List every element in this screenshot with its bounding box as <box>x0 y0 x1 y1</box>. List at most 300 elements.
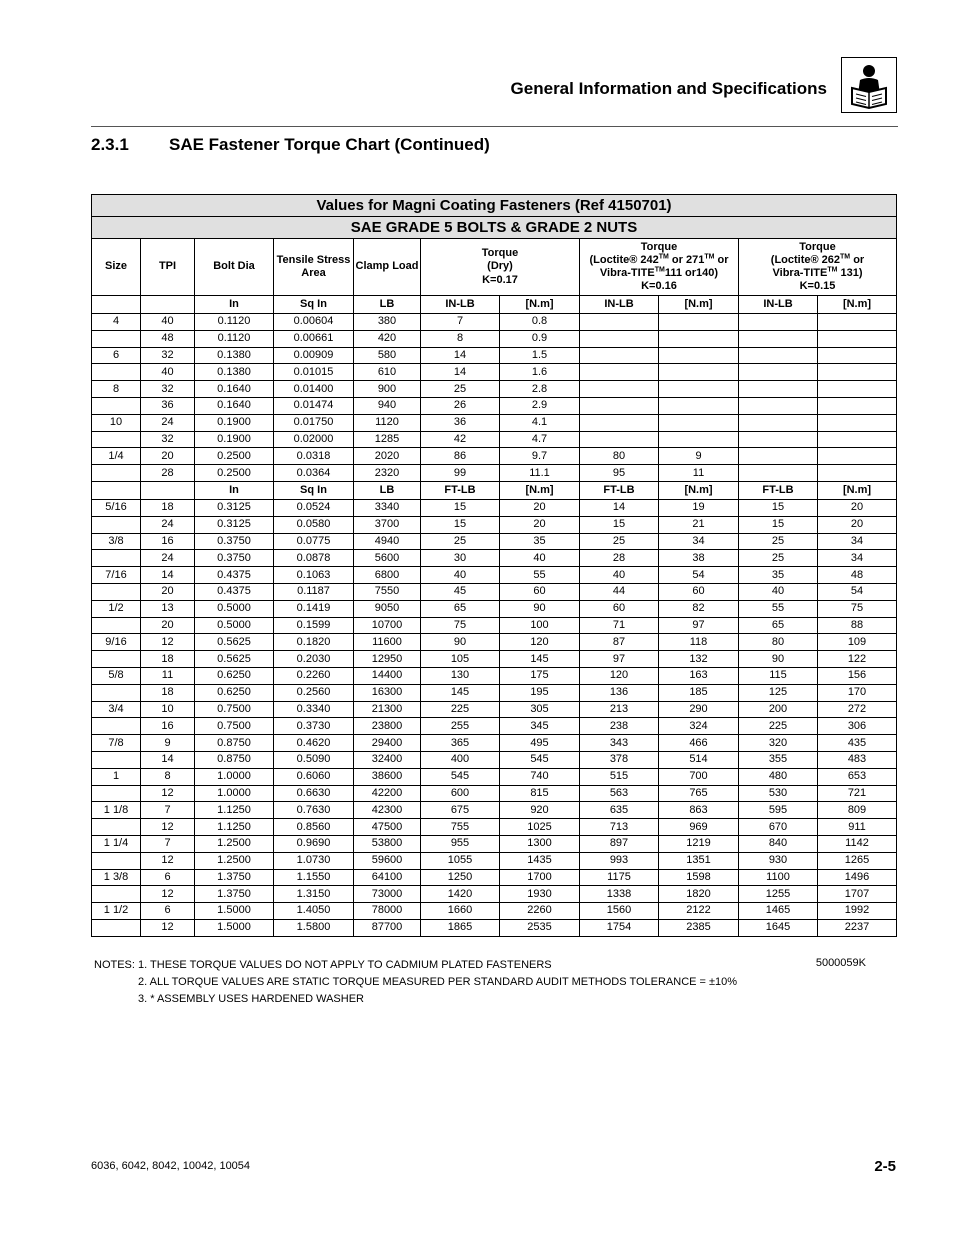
table-cell: 969 <box>659 819 739 836</box>
table-cell: 0.0318 <box>274 448 354 465</box>
table-cell: 90 <box>421 634 500 651</box>
unit-row <box>92 296 897 314</box>
table-cell <box>580 314 659 331</box>
table-cell: 320 <box>739 735 818 752</box>
table-cell <box>739 414 818 431</box>
table-cell: 32 <box>141 431 195 448</box>
table-row <box>92 330 897 347</box>
table-cell <box>659 364 739 381</box>
table-cell <box>659 431 739 448</box>
table-cell: 0.0580 <box>274 516 354 533</box>
table-cell: 0.9690 <box>274 835 354 852</box>
table-cell: 0.8750 <box>195 735 274 752</box>
table-cell: 42300 <box>354 802 421 819</box>
table-cell: 0.2030 <box>274 651 354 668</box>
table-cell: 0.00661 <box>274 330 354 347</box>
table-cell: 1420 <box>421 886 500 903</box>
table-row <box>92 381 897 398</box>
table-cell: 0.3750 <box>195 550 274 567</box>
table-row <box>92 314 897 331</box>
table-cell: 9/16 <box>92 634 141 651</box>
table-cell: 156 <box>818 667 897 684</box>
table-cell: 87 <box>580 634 659 651</box>
table-cell <box>92 397 141 414</box>
table-cell: 35 <box>739 567 818 584</box>
table-cell <box>92 684 141 701</box>
table-cell: 53800 <box>354 835 421 852</box>
table-cell: 514 <box>659 751 739 768</box>
table-cell: 21300 <box>354 701 421 718</box>
table-cell <box>818 364 897 381</box>
table-cell: 1465 <box>739 903 818 920</box>
table-cell: 32 <box>141 347 195 364</box>
table-cell: 595 <box>739 802 818 819</box>
table-cell <box>818 381 897 398</box>
table-cell: 1 3/8 <box>92 869 141 886</box>
unit-cell: [N.m] <box>659 481 739 499</box>
table-cell: 73000 <box>354 886 421 903</box>
table-cell: 18 <box>141 499 195 516</box>
table-cell: 815 <box>500 785 580 802</box>
table-cell: 0.5625 <box>195 634 274 651</box>
table-cell: 1.0000 <box>195 785 274 802</box>
unit-cell: [N.m] <box>659 296 739 314</box>
table-cell: 0.0524 <box>274 499 354 516</box>
table-cell: 40 <box>580 567 659 584</box>
table-row <box>92 667 897 684</box>
table-row <box>92 718 897 735</box>
table-cell: 1/4 <box>92 448 141 465</box>
table-cell: 1351 <box>659 852 739 869</box>
table-cell: 635 <box>580 802 659 819</box>
table-cell: 16 <box>141 533 195 550</box>
book-reader-icon <box>841 57 897 113</box>
table-cell: 0.0878 <box>274 550 354 567</box>
table-cell: 1707 <box>818 886 897 903</box>
table-cell: 365 <box>421 735 500 752</box>
table-cell: 130 <box>421 667 500 684</box>
table-cell: 0.2260 <box>274 667 354 684</box>
table-cell: 54 <box>818 583 897 600</box>
table-cell: 0.7500 <box>195 701 274 718</box>
table-cell <box>92 919 141 936</box>
table-cell: 1.5 <box>500 347 580 364</box>
table-cell: 120 <box>500 634 580 651</box>
table-cell: 0.1120 <box>195 314 274 331</box>
table-row <box>92 533 897 550</box>
table-cell: 1865 <box>421 919 500 936</box>
table-cell: 34 <box>818 533 897 550</box>
col-header-torque-loctite-262: Torque (Loctite® 262™ or Vibra-TITE™ 131) K=0.15 <box>739 239 897 296</box>
table-cell: 90 <box>500 600 580 617</box>
table-cell: 10700 <box>354 617 421 634</box>
table-cell <box>92 785 141 802</box>
table-cell: 1.1250 <box>195 802 274 819</box>
table-cell <box>92 516 141 533</box>
table-cell: 0.3125 <box>195 499 274 516</box>
table-cell: 1.6 <box>500 364 580 381</box>
table-cell: 3/4 <box>92 701 141 718</box>
table-cell: 71 <box>580 617 659 634</box>
table-cell: 6 <box>92 347 141 364</box>
table-cell <box>92 617 141 634</box>
table-cell: 40 <box>141 314 195 331</box>
table-cell: 14 <box>580 499 659 516</box>
table-cell: 0.01015 <box>274 364 354 381</box>
table-row <box>92 684 897 701</box>
unit-cell: FT-LB <box>739 481 818 499</box>
table-cell: 60 <box>500 583 580 600</box>
table-cell: 11 <box>659 465 739 482</box>
table-cell: 0.1640 <box>195 381 274 398</box>
table-cell: 42 <box>421 431 500 448</box>
table-cell: 7550 <box>354 583 421 600</box>
table-cell: 48 <box>818 567 897 584</box>
table-cell: 355 <box>739 751 818 768</box>
table-cell: 0.3730 <box>274 718 354 735</box>
table-cell: 64100 <box>354 869 421 886</box>
unit-cell: LB <box>354 481 421 499</box>
table-cell: 14400 <box>354 667 421 684</box>
table-row <box>92 852 897 869</box>
table-cell: 60 <box>659 583 739 600</box>
table-cell: 23800 <box>354 718 421 735</box>
table-row <box>92 785 897 802</box>
table-cell: 610 <box>354 364 421 381</box>
table-cell: 14 <box>421 347 500 364</box>
table-cell <box>659 347 739 364</box>
table-cell: 32 <box>141 381 195 398</box>
table-cell <box>92 852 141 869</box>
table-cell: 125 <box>739 684 818 701</box>
table-cell: 1598 <box>659 869 739 886</box>
table-cell: 44 <box>580 583 659 600</box>
table-cell: 115 <box>739 667 818 684</box>
note-1: NOTES: 1. THESE TORQUE VALUES DO NOT APPLY TO CADMIUM PLATED FASTENERS <box>94 959 552 971</box>
table-cell: 75 <box>421 617 500 634</box>
table-cell: 20 <box>141 617 195 634</box>
torque-chart-table <box>91 194 897 937</box>
table-cell: 18 <box>141 651 195 668</box>
table-cell: 0.3125 <box>195 516 274 533</box>
table-cell: 3340 <box>354 499 421 516</box>
table-row <box>92 751 897 768</box>
table-cell: 15 <box>580 516 659 533</box>
table-cell: 225 <box>739 718 818 735</box>
table-cell: 25 <box>421 533 500 550</box>
table-cell: 132 <box>659 651 739 668</box>
table-cell: 145 <box>421 684 500 701</box>
table-cell <box>739 347 818 364</box>
table-cell <box>818 314 897 331</box>
unit-cell: [N.m] <box>500 296 580 314</box>
table-cell: 1250 <box>421 869 500 886</box>
table-cell: 2.8 <box>500 381 580 398</box>
table-cell: 65 <box>739 617 818 634</box>
table-cell: 4.1 <box>500 414 580 431</box>
table-cell: 47500 <box>354 819 421 836</box>
table-cell: 1 <box>92 768 141 785</box>
table-cell: 14 <box>421 364 500 381</box>
table-row <box>92 768 897 785</box>
table-cell <box>818 397 897 414</box>
table-cell: 765 <box>659 785 739 802</box>
table-cell: 6 <box>141 903 195 920</box>
table-cell: 8 <box>421 330 500 347</box>
table-cell: 1055 <box>421 852 500 869</box>
table-cell: 378 <box>580 751 659 768</box>
table-cell: 0.4375 <box>195 583 274 600</box>
table-cell: 82 <box>659 600 739 617</box>
table-cell <box>92 431 141 448</box>
table-title: Values for Magni Coating Fasteners (Ref 4150701) <box>92 195 897 217</box>
table-cell: 305 <box>500 701 580 718</box>
unit-cell: [N.m] <box>818 481 897 499</box>
table-cell: 1100 <box>739 869 818 886</box>
table-cell: 12 <box>141 634 195 651</box>
table-cell: 0.01474 <box>274 397 354 414</box>
table-cell <box>580 397 659 414</box>
table-cell: 25 <box>580 533 659 550</box>
table-cell <box>659 330 739 347</box>
table-cell: 136 <box>580 684 659 701</box>
table-cell: 34 <box>659 533 739 550</box>
table-cell <box>92 651 141 668</box>
table-cell: 0.6630 <box>274 785 354 802</box>
table-row <box>92 617 897 634</box>
table-cell: 1992 <box>818 903 897 920</box>
table-cell: 0.7500 <box>195 718 274 735</box>
table-cell: 840 <box>739 835 818 852</box>
table-cell: 40 <box>739 583 818 600</box>
table-cell: 0.9 <box>500 330 580 347</box>
table-cell: 2020 <box>354 448 421 465</box>
table-cell: 1.3750 <box>195 869 274 886</box>
unit-cell <box>92 481 141 499</box>
table-cell: 1.2500 <box>195 852 274 869</box>
table-cell: 675 <box>421 802 500 819</box>
table-cell: 911 <box>818 819 897 836</box>
table-cell: 0.2560 <box>274 684 354 701</box>
table-row <box>92 886 897 903</box>
table-cell: 28 <box>580 550 659 567</box>
table-cell: 54 <box>659 567 739 584</box>
table-cell: 545 <box>500 751 580 768</box>
table-row <box>92 600 897 617</box>
table-cell: 20 <box>141 448 195 465</box>
unit-cell: IN-LB <box>739 296 818 314</box>
table-cell: 0.2500 <box>195 465 274 482</box>
table-cell: 1.4050 <box>274 903 354 920</box>
table-cell: 100 <box>500 617 580 634</box>
table-cell: 545 <box>421 768 500 785</box>
table-row <box>92 651 897 668</box>
table-cell: 345 <box>500 718 580 735</box>
table-cell: 0.1599 <box>274 617 354 634</box>
table-cell: 343 <box>580 735 659 752</box>
table-cell: 900 <box>354 381 421 398</box>
table-cell: 7 <box>141 802 195 819</box>
table-cell: 11.1 <box>500 465 580 482</box>
document-number: 5000059K <box>815 957 866 969</box>
table-cell: 95 <box>580 465 659 482</box>
table-cell: 238 <box>580 718 659 735</box>
table-cell: 118 <box>659 634 739 651</box>
table-cell: 78000 <box>354 903 421 920</box>
table-cell: 7 <box>141 835 195 852</box>
table-cell <box>580 381 659 398</box>
table-cell: 324 <box>659 718 739 735</box>
table-cell: 1.1250 <box>195 819 274 836</box>
table-row <box>92 634 897 651</box>
table-cell: 740 <box>500 768 580 785</box>
table-cell: 6 <box>141 869 195 886</box>
table-cell: 42200 <box>354 785 421 802</box>
header-divider <box>91 126 898 127</box>
table-cell: 11 <box>141 667 195 684</box>
table-cell: 290 <box>659 701 739 718</box>
table-cell <box>739 314 818 331</box>
table-cell: 20 <box>818 499 897 516</box>
unit-cell: In <box>195 296 274 314</box>
table-cell: 0.2500 <box>195 448 274 465</box>
table-cell: 0.8750 <box>195 751 274 768</box>
table-cell: 105 <box>421 651 500 668</box>
table-cell: 16 <box>141 718 195 735</box>
table-cell <box>818 465 897 482</box>
table-cell: 30 <box>421 550 500 567</box>
table-cell: 213 <box>580 701 659 718</box>
section-title: SAE Fastener Torque Chart (Continued) <box>169 135 490 154</box>
table-cell: 0.5625 <box>195 651 274 668</box>
table-cell: 24 <box>141 414 195 431</box>
table-row <box>92 701 897 718</box>
table-cell: 80 <box>580 448 659 465</box>
table-cell: 200 <box>739 701 818 718</box>
table-cell: 225 <box>421 701 500 718</box>
table-cell: 1.2500 <box>195 835 274 852</box>
table-cell <box>818 347 897 364</box>
table-cell: 8 <box>92 381 141 398</box>
table-cell: 20 <box>500 499 580 516</box>
table-cell: 97 <box>659 617 739 634</box>
table-cell: 8 <box>141 768 195 785</box>
table-cell: 25 <box>739 533 818 550</box>
table-cell: 175 <box>500 667 580 684</box>
table-cell: 185 <box>659 684 739 701</box>
table-row <box>92 347 897 364</box>
table-cell: 7/16 <box>92 567 141 584</box>
table-cell <box>818 431 897 448</box>
table-row <box>92 919 897 936</box>
table-cell: 0.1063 <box>274 567 354 584</box>
table-cell: 2260 <box>500 903 580 920</box>
table-cell: 1255 <box>739 886 818 903</box>
table-cell <box>739 330 818 347</box>
table-cell: 0.1120 <box>195 330 274 347</box>
unit-cell: [N.m] <box>818 296 897 314</box>
table-cell: 90 <box>739 651 818 668</box>
table-cell: 0.01400 <box>274 381 354 398</box>
table-cell: 1/2 <box>92 600 141 617</box>
table-cell: 495 <box>500 735 580 752</box>
footer-models: 6036, 6042, 8042, 10042, 10054 <box>91 1160 251 1172</box>
table-cell <box>92 718 141 735</box>
table-cell: 9050 <box>354 600 421 617</box>
col-header-clamp-load: Clamp Load <box>354 239 421 296</box>
unit-cell: Sq In <box>274 296 354 314</box>
table-cell: 21 <box>659 516 739 533</box>
col-header-tensile-stress-area: Tensile Stress Area <box>274 239 354 296</box>
table-cell: 466 <box>659 735 739 752</box>
table-cell: 59600 <box>354 852 421 869</box>
table-cell: 0.1900 <box>195 431 274 448</box>
table-cell: 1175 <box>580 869 659 886</box>
table-cell: 1.0730 <box>274 852 354 869</box>
unit-cell: In <box>195 481 274 499</box>
table-cell: 955 <box>421 835 500 852</box>
table-cell: 14 <box>141 567 195 584</box>
table-row <box>92 465 897 482</box>
table-cell: 12 <box>141 919 195 936</box>
table-cell: 99 <box>421 465 500 482</box>
table-row <box>92 819 897 836</box>
table-cell <box>580 347 659 364</box>
table-cell: 700 <box>659 768 739 785</box>
table-row <box>92 567 897 584</box>
table-cell <box>739 364 818 381</box>
table-cell: 36 <box>141 397 195 414</box>
table-row <box>92 499 897 516</box>
table-cell <box>92 751 141 768</box>
table-cell: 3700 <box>354 516 421 533</box>
unit-row <box>92 481 897 499</box>
table-cell: 713 <box>580 819 659 836</box>
section-heading <box>91 135 490 155</box>
table-cell: 1645 <box>739 919 818 936</box>
table-cell: 0.7630 <box>274 802 354 819</box>
table-row <box>92 550 897 567</box>
table-cell: 9 <box>141 735 195 752</box>
table-cell: 563 <box>580 785 659 802</box>
table-cell: 55 <box>739 600 818 617</box>
table-cell: 109 <box>818 634 897 651</box>
table-cell: 1300 <box>500 835 580 852</box>
table-cell: 1120 <box>354 414 421 431</box>
table-cell: 1560 <box>580 903 659 920</box>
table-cell <box>818 448 897 465</box>
table-cell: 653 <box>818 768 897 785</box>
table-cell: 1.5000 <box>195 903 274 920</box>
table-cell: 0.0775 <box>274 533 354 550</box>
table-cell: 809 <box>818 802 897 819</box>
table-cell <box>92 330 141 347</box>
unit-cell: IN-LB <box>580 296 659 314</box>
table-cell: 97 <box>580 651 659 668</box>
table-cell: 10 <box>141 701 195 718</box>
table-cell: 306 <box>818 718 897 735</box>
table-cell: 20 <box>500 516 580 533</box>
table-cell <box>818 330 897 347</box>
table-cell: 1.5000 <box>195 919 274 936</box>
table-cell: 0.1900 <box>195 414 274 431</box>
table-cell: 120 <box>580 667 659 684</box>
table-cell <box>92 583 141 600</box>
table-cell: 4940 <box>354 533 421 550</box>
table-cell: 480 <box>739 768 818 785</box>
table-cell: 0.6250 <box>195 667 274 684</box>
note-3: 3. * ASSEMBLY USES HARDENED WASHER <box>138 993 364 1005</box>
